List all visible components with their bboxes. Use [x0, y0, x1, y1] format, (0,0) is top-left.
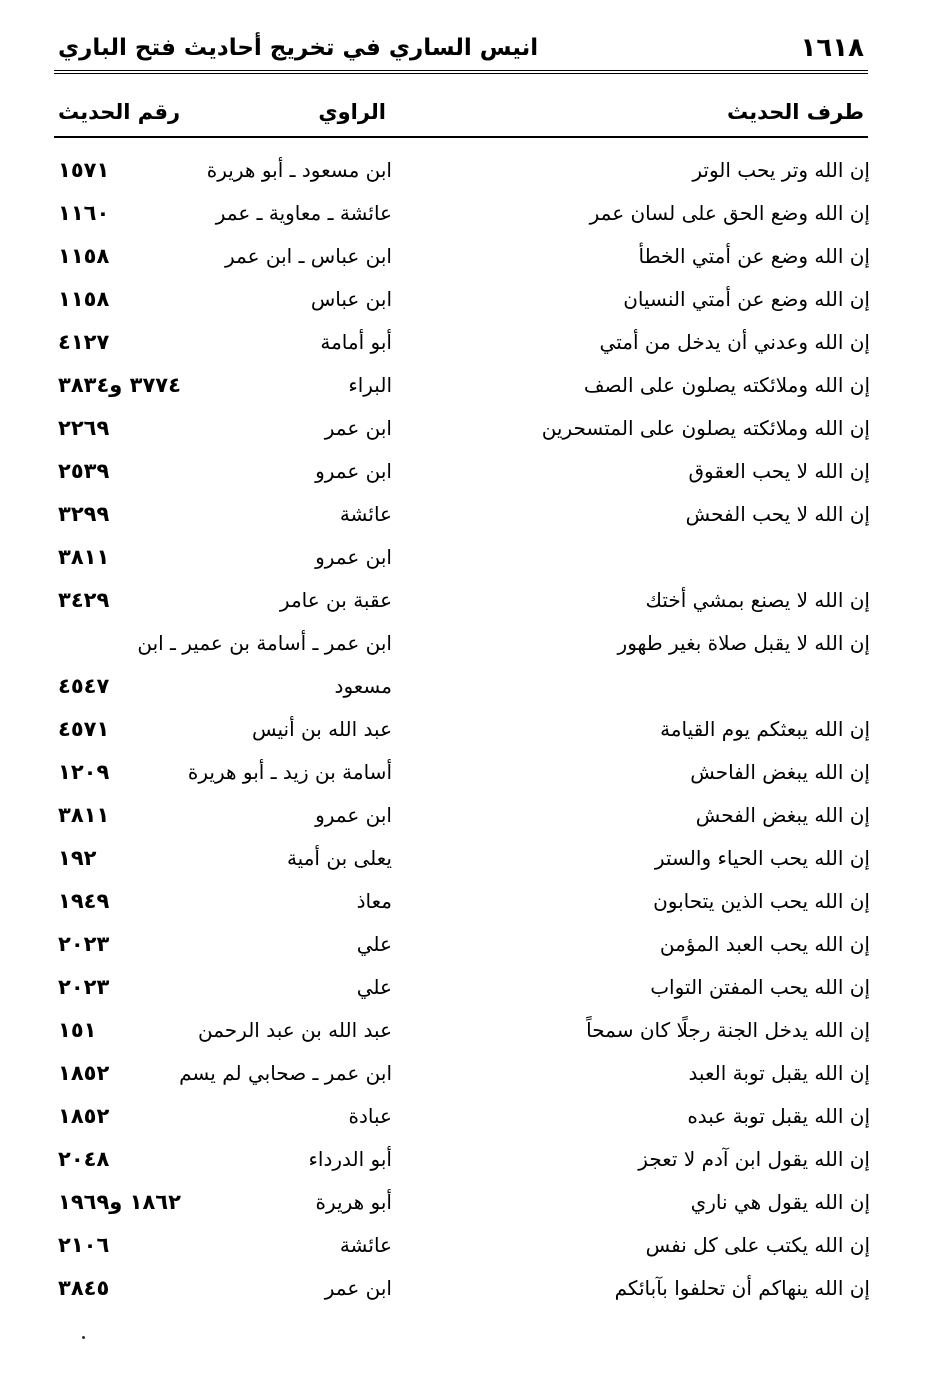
narrator-text: مسعود [334, 674, 392, 698]
hadith-number: ١١٥٨ [58, 244, 110, 268]
hadith-text: إن الله وملائكته يصلون على الصف [583, 373, 870, 397]
hadith-text: إن الله يحب المفتن التواب [650, 975, 870, 999]
hadith-number: ١٥٧١ [58, 158, 110, 182]
table-row [58, 1010, 870, 1053]
hadith-index-table [58, 150, 870, 1311]
narrator-text: ابن مسعود ـ أبو هريرة [206, 158, 392, 182]
narrator-text: ابن عمر ـ صحابي لم يسم [179, 1061, 392, 1085]
hadith-text: إن الله وملائكته يصلون على المتسحرين [541, 416, 870, 440]
column-header-rule [54, 136, 868, 138]
table-row [58, 1182, 870, 1225]
hadith-number: ٣٨٤٥ [58, 1276, 110, 1300]
narrator-text: معاذ [356, 889, 392, 913]
table-row [58, 193, 870, 236]
narrator-text: ابن عمرو [315, 803, 392, 827]
table-row [58, 580, 870, 623]
hadith-number: ١٩٢ [58, 846, 97, 870]
narrator-text: عبد الله بن عبد الرحمن [198, 1018, 392, 1042]
hadith-text: إن الله وضع عن أمتي النسيان [623, 287, 870, 311]
hadith-text: إن الله يقول ابن آدم لا تعجز [638, 1147, 870, 1171]
table-row [58, 838, 870, 881]
hadith-number: ١٨٥٢ [58, 1104, 110, 1128]
table-row [58, 1096, 870, 1139]
narrator-text: أبو أمامة [320, 330, 392, 354]
header-double-rule [54, 70, 868, 74]
narrator-text: عبادة [348, 1104, 392, 1128]
narrator-text: ابن عباس [310, 287, 392, 311]
page-number: ١٦١٨ [800, 33, 864, 63]
hadith-number: ٣٤٢٩ [58, 588, 110, 612]
narrator-text: ابن عمر [324, 1276, 392, 1300]
hadith-text: إن الله يقول هي ناري [690, 1190, 870, 1214]
table-row [58, 408, 870, 451]
hadith-text: إن الله يدخل الجنة رجلًا كان سمحاً [586, 1018, 870, 1042]
hadith-number: ٤٥٤٧ [58, 674, 110, 698]
hadith-text: إن الله لا يصنع بمشي أختك [645, 588, 870, 612]
hadith-text: إن الله يقبل توبة العبد [688, 1061, 870, 1085]
hadith-text: إن الله لا يحب الفحش [685, 502, 870, 526]
narrator-text: البراء [348, 373, 392, 397]
hadith-text: إن الله وضع الحق على لسان عمر [589, 201, 870, 225]
table-row [58, 537, 870, 580]
hadith-number: ٢٠٤٨ [58, 1147, 110, 1171]
column-header-number: رقم الحديث [58, 100, 181, 124]
hadith-text: إن الله يبعثكم يوم القيامة [660, 717, 870, 741]
hadith-number: ١٢٠٩ [58, 760, 110, 784]
table-row [58, 1053, 870, 1096]
table-row [58, 623, 870, 666]
table-row [58, 365, 870, 408]
hadith-number: ٢٠٢٣ [58, 975, 110, 999]
narrator-text: أسامة بن زيد ـ أبو هريرة [187, 760, 392, 784]
table-row [58, 279, 870, 322]
table-row [58, 494, 870, 537]
narrator-text: يعلى بن أمية [286, 846, 392, 870]
table-row [58, 451, 870, 494]
hadith-number: ٢١٠٦ [58, 1233, 110, 1257]
hadith-number: ٣٨١١ [58, 545, 110, 569]
hadith-text: إن الله لا يقبل صلاة بغير طهور [617, 631, 870, 655]
hadith-text: إن الله يحب الذين يتحابون [653, 889, 870, 913]
hadith-number: ١٩٤٩ [58, 889, 110, 913]
hadith-number: ٢٢٦٩ [58, 416, 110, 440]
table-row [58, 666, 870, 709]
table-row [58, 709, 870, 752]
hadith-text: إن الله يكتب على كل نفس [645, 1233, 870, 1257]
narrator-text: أبو الدرداء [308, 1147, 392, 1171]
hadith-text: إن الله وتر يحب الوتر [692, 158, 870, 182]
hadith-number: ٤١٢٧ [58, 330, 110, 354]
narrator-text: ابن عمر [324, 416, 392, 440]
table-row [58, 752, 870, 795]
hadith-text: إن الله يقبل توبة عبده [687, 1104, 870, 1128]
table-row [58, 150, 870, 193]
column-headers [58, 94, 864, 130]
hadith-number: ٣٢٩٩ [58, 502, 110, 526]
hadith-text: إن الله وضع عن أمتي الخطأ [638, 244, 870, 268]
narrator-text: عائشة [339, 1233, 392, 1257]
narrator-text: أبو هريرة [315, 1190, 392, 1214]
hadith-number: ٢٠٢٣ [58, 932, 110, 956]
narrator-text: ابن عباس ـ ابن عمر [225, 244, 392, 268]
narrator-text: عقبة بن عامر [279, 588, 392, 612]
print-speck [82, 1336, 85, 1339]
hadith-text: إن الله لا يحب العقوق [688, 459, 870, 483]
narrator-text: علي [356, 975, 392, 999]
hadith-number: ١١٥٨ [58, 287, 110, 311]
hadith-number: ١٨٥٢ [58, 1061, 110, 1085]
hadith-number: ٢٥٣٩ [58, 459, 110, 483]
hadith-text: إن الله يبغض الفحش [695, 803, 870, 827]
table-row [58, 795, 870, 838]
table-row [58, 881, 870, 924]
hadith-number: ٣٧٧٤ و٣٨٣٤ [58, 373, 181, 397]
table-row [58, 967, 870, 1010]
hadith-number: ١٥١ [58, 1018, 97, 1042]
narrator-text: عائشة [339, 502, 392, 526]
table-row [58, 322, 870, 365]
table-row [58, 1139, 870, 1182]
column-header-narrator: الراوي [318, 100, 386, 124]
column-header-hadith: طرف الحديث [726, 100, 864, 124]
narrator-text: علي [356, 932, 392, 956]
table-row [58, 1225, 870, 1268]
hadith-number: ٤٥٧١ [58, 717, 110, 741]
hadith-text: إن الله يحب العبد المؤمن [659, 932, 870, 956]
narrator-text: ابن عمرو [315, 459, 392, 483]
hadith-number: ٣٨١١ [58, 803, 110, 827]
hadith-text: إن الله يبغض الفاحش [690, 760, 870, 784]
hadith-number: ١٨٦٢ و١٩٦٩ [58, 1190, 181, 1214]
hadith-text: إن الله يحب الحياء والستر [654, 846, 870, 870]
running-head [58, 30, 864, 66]
book-title: انيس الساري في تخريج أحاديث فتح الباري [58, 35, 539, 61]
table-row [58, 1268, 870, 1311]
narrator-text: عبد الله بن أنيس [252, 717, 392, 741]
narrator-text: ابن عمرو [315, 545, 392, 569]
table-row [58, 236, 870, 279]
hadith-text: إن الله وعدني أن يدخل من أمتي [599, 330, 870, 354]
narrator-text: ابن عمر ـ أسامة بن عمير ـ ابن [137, 631, 392, 655]
hadith-number: ١١٦٠ [58, 201, 110, 225]
narrator-text: عائشة ـ معاوية ـ عمر [215, 201, 392, 225]
hadith-text: إن الله ينهاكم أن تحلفوا بآبائكم [614, 1276, 870, 1300]
table-row [58, 924, 870, 967]
